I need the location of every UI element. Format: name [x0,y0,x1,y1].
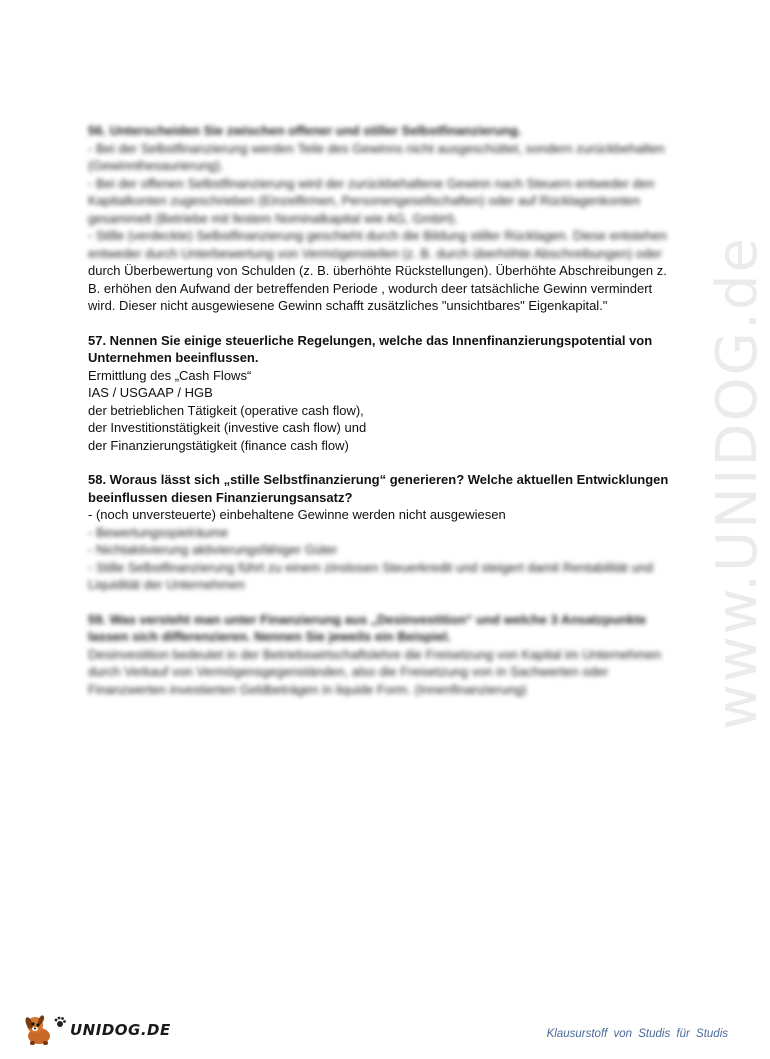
question-56-title: 56. Unterscheiden Sie zwischen offener und stiller Selbstfinanzierung. [88,123,522,138]
text-line: Liquidität der Unternehmen [88,577,245,592]
question-58-title-cont: beeinflussen diesen Finanzierungsansatz? [88,489,353,505]
text-line: - Bewertungsspielräume [88,524,229,540]
text-line: - Stille (verdeckte) Selbstfinanzierung geschieht durch die Bildung stiller Rücklagen. Diese entstehen [88,228,667,243]
text-line: gesammelt (Betriebe mit festem Nominalkapital wie AG, GmbH). [88,210,458,226]
text-line: - Bei der offenen Selbstfinanzierung wird der zurückbehaltene Gewinn nach Steuern entweder den [88,175,655,191]
footer-tagline: Klausurstoff von Studis für Studis [546,1028,728,1040]
text-line: der Investitionstätigkeit (investive cash flow) und [88,420,367,435]
question-59-title-cont: lassen sich differenzieren. Nennen Sie jeweils ein Beispiel. [88,629,451,644]
question-57 [88,332,693,455]
document-content [88,122,693,715]
text-line: wird. Dieser nicht ausgewiesene Gewinn schafft zusätzliches "unsichtbares" Eigenkapital." [88,298,608,313]
text-line: der betrieblichen Tätigkeit (operative cash flow), [88,402,364,418]
question-58 [88,471,693,594]
text-line: - (noch unversteuerte) einbehaltene Gewinne werden nicht ausgewiesen [88,507,506,522]
unidog-logo[interactable] [22,1012,171,1048]
text-line: entweder durch Unterbewertung von Vermögensteilen (z. B. durch überhöhte Abschreibungen) oder [88,245,662,261]
question-56 [88,122,693,315]
text-line: Finanzwerten investierten Geldbeträgen in liquide Form. (Innenfinanzierung) [88,681,527,697]
text-line: (Gewinnthesaurierung). [88,158,224,173]
text-line: Desinvestition bedeutet in der Betriebswirtschaftslehre die Freisetzung von Kapital im Unternehmen [88,646,662,662]
text-line: der Finanzierungstätigkeit (finance cash flow) [88,437,349,453]
question-59 [88,611,693,699]
text-line: - Nichtaktivierung aktivierungsfähiger Güter [88,542,338,557]
text-line: B. erhöhen den Aufwand der betreffenden Periode , wodurch deer tatsächliche Gewinn vermindert [88,280,653,296]
text-line: - Bei der Selbstfinanzierung werden Teile des Gewinns nicht ausgeschüttet, sondern zurückbehalten [88,140,665,156]
watermark: www.UNIDOG.de [705,236,770,730]
question-57-title: 57. Nennen Sie einige steuerliche Regelungen, welche das Innenfinanzierungspotential von [88,332,653,348]
question-58-title: 58. Woraus lässt sich „stille Selbstfinanzierung“ generieren? Welche aktuellen Entwicklungen [88,472,669,487]
text-line: - Stille Selbstfinanzierung führt zu einem zinslosen Steuerkredit und steigert damit Rentabilität und [88,559,654,575]
dog-icon [22,1014,56,1046]
question-59-title: 59. Was versteht man unter Finanzierung aus „Desinvestition“ und welche 3 Ansatzpunkte [88,611,647,627]
logo-text: UNIDOG.DE [70,1021,171,1039]
text-line: IAS / USGAAP / HGB [88,385,213,400]
text-line: durch Verkauf von Vermögensgegenständen, also die Freisetzung von in Sachwerten oder [88,664,609,679]
text-line: Kapitalkonten zugeschrieben (Einzelfirmen, Personengesellschaften) oder auf Rücklagenkonten [88,193,641,208]
paw-icon [54,1016,66,1028]
question-57-title-cont: Unternehmen beeinflussen. [88,350,259,365]
text-line: Ermittlung des „Cash Flows“ [88,367,252,383]
text-line: durch Überbewertung von Schulden (z. B. überhöhte Rückstellungen). Überhöhte Abschreibungen z. [88,263,667,278]
